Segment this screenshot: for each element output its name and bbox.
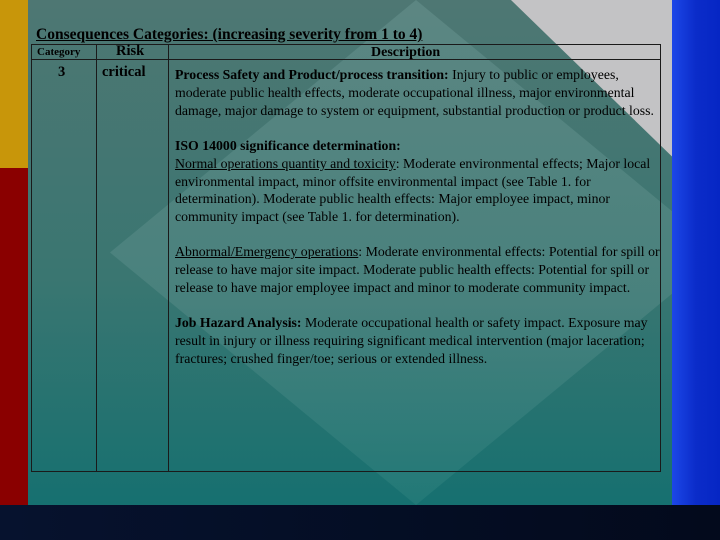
section-text: Injury to public or employees, moderate public health effects, moderate occupational illness, major environmental damage, major damage to system or equipment, substantial production or product loss. [175,67,654,118]
description-cell [175,66,660,385]
section-subheading: Normal operations quantity and toxicity [175,155,396,171]
column-divider-2 [168,45,169,471]
red-accent-bar [0,168,28,505]
section-job-hazard: Job Hazard Analysis: Moderate occupational health or safety impact. Exposure may result in injury or illness requiring significant medical intervention (major laceration; fractures; crushed finger/toe; serious or extended illness. [175,314,648,366]
section-text: Moderate environmental effects; Major local environmental impact, minor offsite environmental impact (see Table 1. for determination). Moderate public health effects: Major employee impact, minor community impact (see Table 1. for determination). [175,155,651,225]
section-subheading: Abnormal/Emergency operations [175,244,359,260]
header-category: Category [37,46,81,58]
section-process-safety [175,66,660,120]
section-heading: Job Hazard Analysis [175,314,297,330]
category-value: 3 [58,64,66,80]
section-iso-14000: ISO 14000 significance determination: Normal operations quantity and toxicity: Moderate environmental effects; Major local environmental impact, minor offsite environmental impact (see Table 1. for determination). Moderate public health effects: Major employee impact, minor community impact (see Table 1. for determination). [175,137,651,225]
bottom-strip [0,505,720,540]
column-divider-1 [96,45,97,471]
header-risk: Risk [116,43,145,59]
section-heading: ISO 14000 significance determination: [175,137,401,153]
section-heading: Process Safety and Product/process transition: [175,67,449,82]
section-text: Moderate environmental effects: Potential for spill or release to have major site impact. Moderate public health effects: Potential for spill or release to have major employee impact and minor to moderate community impact. [175,244,660,296]
section-text: Moderate occupational health or safety impact. Exposure may result in injury or illness requiring significant medical intervention (major laceration; fractures; crushed finger/toe; serious or extended illness. [175,314,648,366]
gold-accent-bar [0,0,28,168]
slide-title: Consequences Categories: (increasing severity from 1 to 4) [36,26,423,43]
consequence-table [31,44,661,472]
risk-value: critical [102,64,146,80]
header-description: Description [371,45,441,60]
section-abnormal-operations: Abnormal/Emergency operations: Moderate environmental effects: Potential for spill or release to have major site impact. Moderate public health effects: Potential for spill or release to have major employee impact and minor to moderate community impact. [175,244,660,296]
blue-side-bar [672,0,720,505]
